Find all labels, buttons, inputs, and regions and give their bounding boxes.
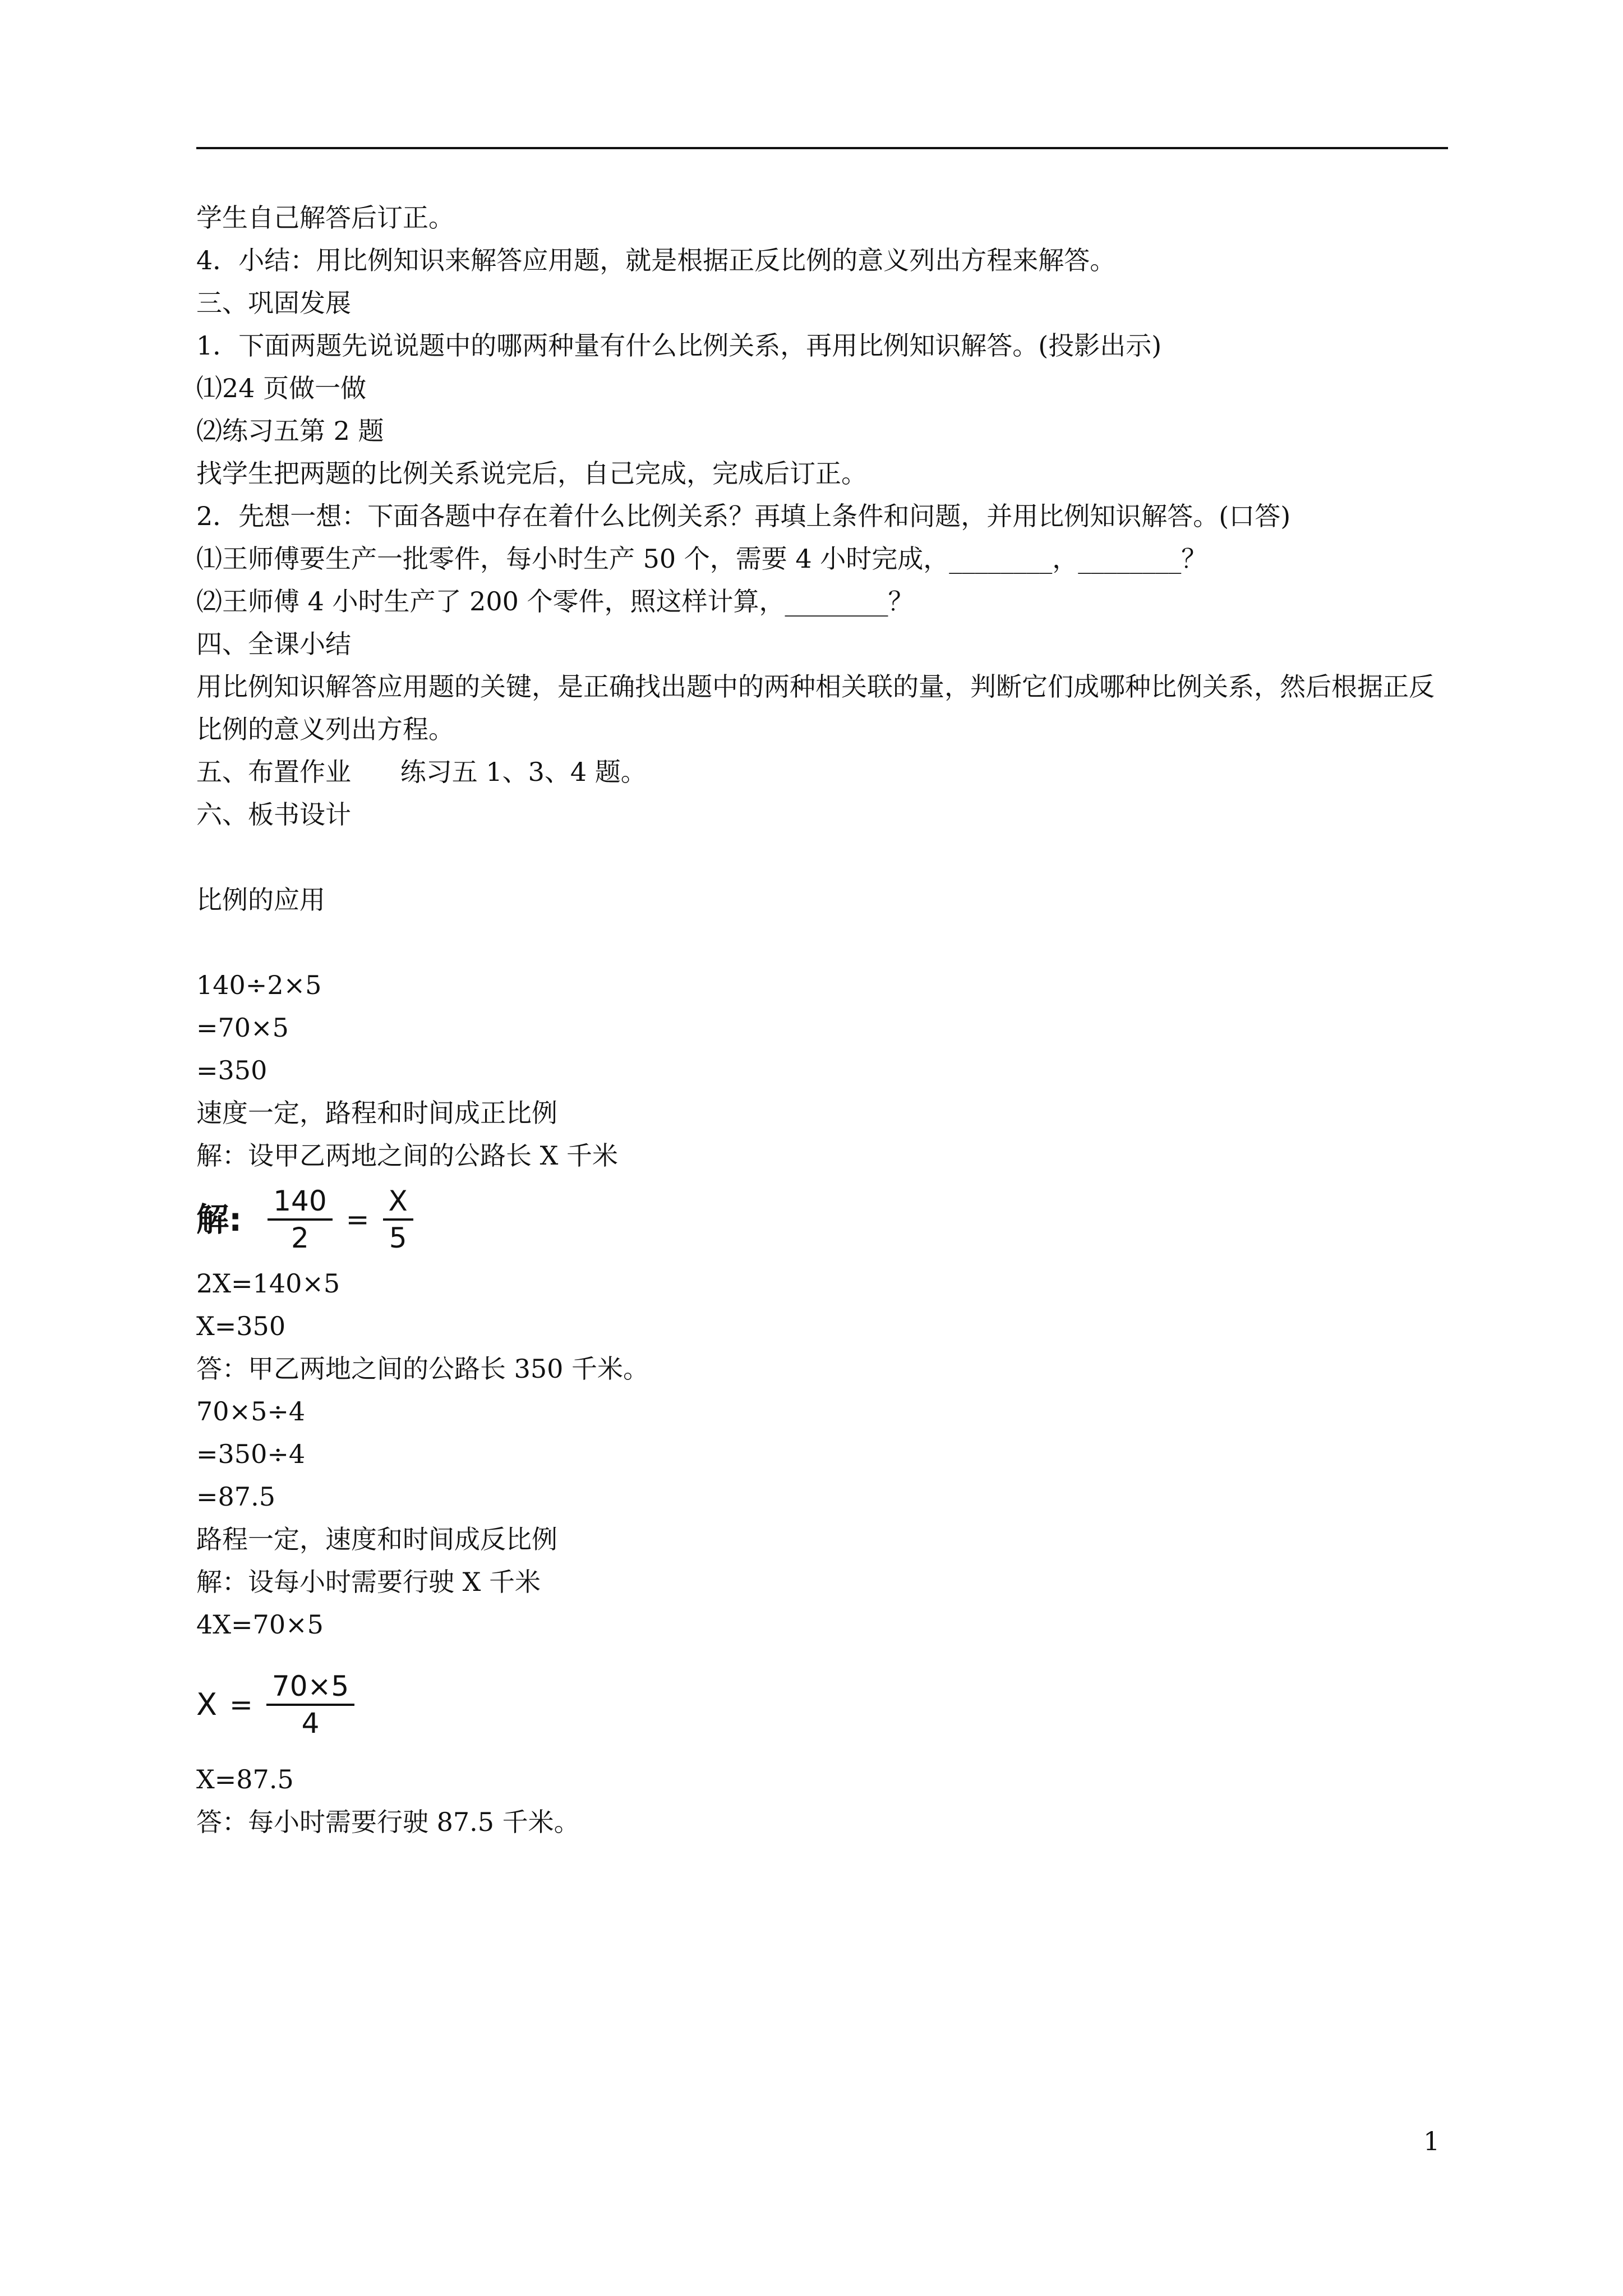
text-line: 4．小结：用比例知识来解答应用题，就是根据正反比例的意义列出方程来解答。 xyxy=(196,245,1116,275)
calc-line: 路程一定，速度和时间成反比例 xyxy=(196,1524,557,1554)
denominator: 5 xyxy=(389,1222,407,1254)
calc-line: 140÷2×5 xyxy=(196,970,322,1000)
text-line: ⑴王师傅要生产一批零件，每小时生产 50 个，需要 4 小时完成，________，________？ xyxy=(196,544,1207,574)
solution-equation xyxy=(196,1651,1453,1758)
calc-line: =350÷4 xyxy=(196,1439,306,1469)
section-heading: 六、板书设计 xyxy=(196,799,351,830)
text-line: 学生自己解答后订正。 xyxy=(196,203,454,233)
proportion-equation xyxy=(196,1177,1453,1262)
blank-line xyxy=(196,836,1453,878)
calc-line: 2X=140×5 xyxy=(196,1268,340,1299)
variable: X xyxy=(196,1687,217,1722)
section-heading: 三、巩固发展 xyxy=(196,288,351,318)
answer-line: 答：每小时需要行驶 87.5 千米。 xyxy=(196,1807,580,1837)
denominator: 4 xyxy=(301,1707,320,1740)
equation-prefix: 解: xyxy=(196,1200,242,1239)
numerator: 70×5 xyxy=(271,1670,349,1703)
fraction xyxy=(266,1669,354,1741)
equals-sign: = xyxy=(345,1203,370,1236)
calc-line: 速度一定，路程和时间成正比例 xyxy=(196,1098,557,1128)
calc-line: =87.5 xyxy=(196,1481,275,1512)
fraction-right xyxy=(383,1184,413,1255)
calc-line: X=350 xyxy=(196,1311,286,1341)
page-number: 1 xyxy=(1423,2126,1440,2156)
answer-line: 答：甲乙两地之间的公路长 350 千米。 xyxy=(196,1354,649,1384)
denominator: 2 xyxy=(291,1222,309,1254)
calc-line: =70×5 xyxy=(196,1013,289,1043)
section-heading: 四、全课小结 xyxy=(196,629,351,659)
fraction-left xyxy=(268,1184,332,1255)
text-line: ⑵练习五第 2 题 xyxy=(196,416,384,446)
calc-line: 解：设每小时需要行驶 X 千米 xyxy=(196,1567,541,1597)
calc-line: X=87.5 xyxy=(196,1764,294,1795)
blank-line xyxy=(196,921,1453,964)
equals-sign: = xyxy=(229,1688,253,1721)
calc-line: 70×5÷4 xyxy=(196,1396,306,1427)
numerator: X xyxy=(388,1185,408,1217)
calc-line: 4X=70×5 xyxy=(196,1609,324,1640)
numerator: 140 xyxy=(273,1185,327,1217)
summary-paragraph: 用比例知识解答应用题的关键，是正确找出题中的两种相关联的量，判断它们成哪种比例关系，然后根据正反比例的意义列出方程。 xyxy=(196,671,1435,744)
document-body xyxy=(196,196,1453,1843)
homework-line: 五、布置作业 练习五 1、3、4 题。 xyxy=(196,757,647,787)
text-line: 1．下面两题先说说题中的哪两种量有什么比例关系，再用比例知识解答。(投影出示) xyxy=(196,330,1162,361)
text-line: 2．先想一想：下面各题中存在着什么比例关系？再填上条件和问题，并用比例知识解答。(口答) xyxy=(196,501,1291,531)
board-title: 比例的应用 xyxy=(196,885,325,915)
calc-line: =350 xyxy=(196,1055,268,1085)
text-line: 找学生把两题的比例关系说完后，自己完成，完成后订正。 xyxy=(196,458,867,489)
text-line: ⑵王师傅 4 小时生产了 200 个零件，照这样计算，________？ xyxy=(196,586,914,616)
calc-line: 解：设甲乙两地之间的公路长 X 千米 xyxy=(196,1140,618,1171)
header-rule xyxy=(196,147,1448,149)
text-line: ⑴24 页做一做 xyxy=(196,373,367,403)
